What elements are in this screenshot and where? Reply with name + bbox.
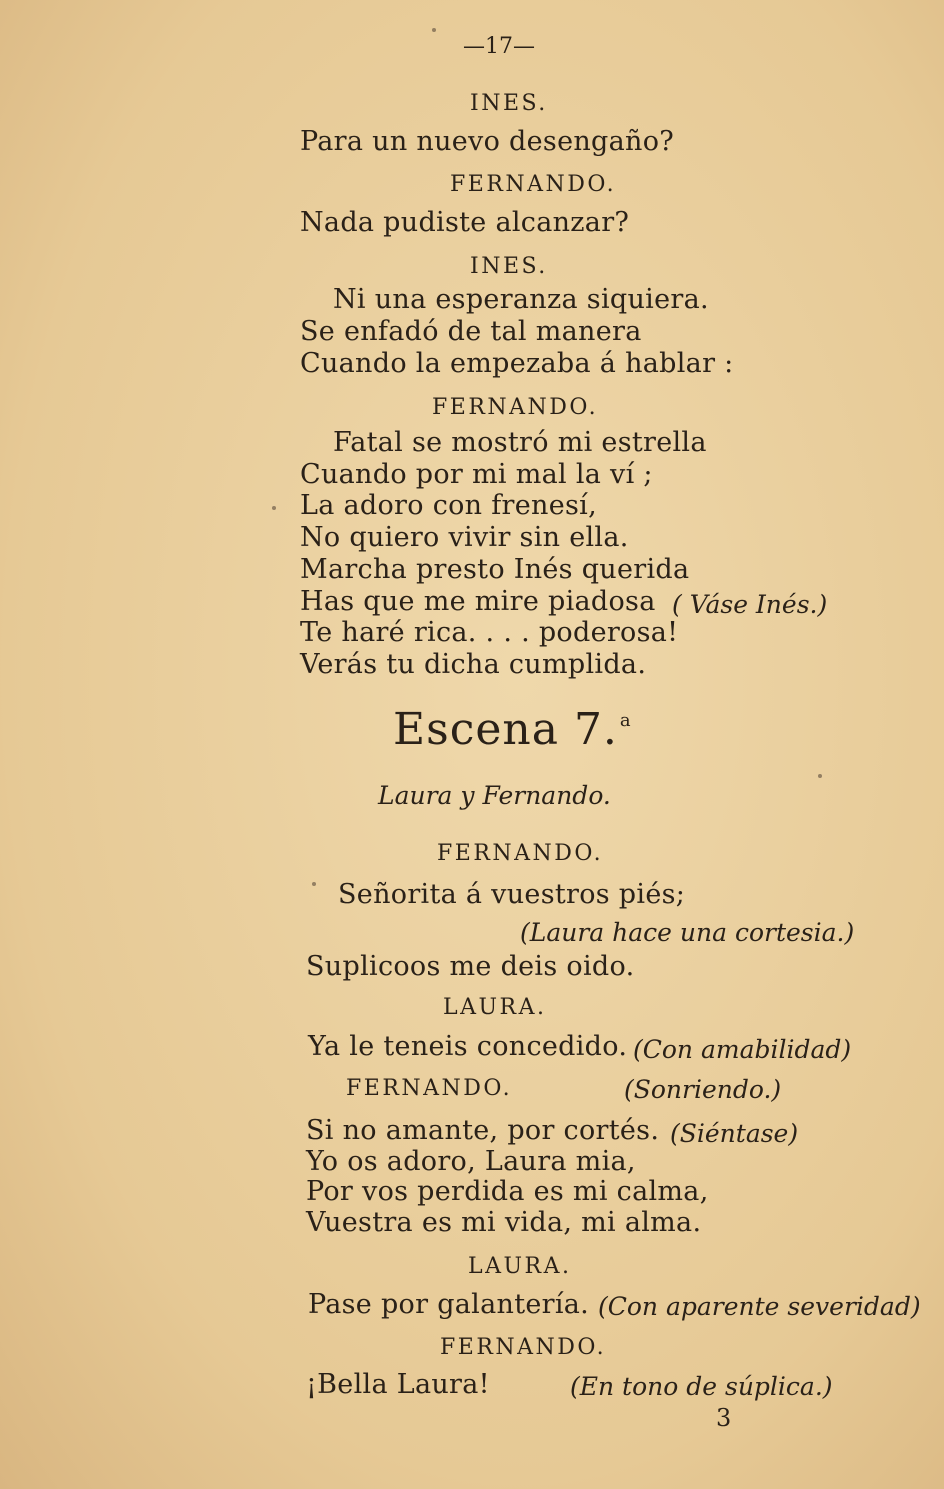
verse-line: Nada pudiste alcanzar? [300, 207, 630, 238]
stage-direction: (Con aparente severidad) [598, 1292, 921, 1321]
scene-characters: Laura y Fernando. [378, 781, 611, 810]
speaker-fernando: FERNANDO. [437, 841, 604, 866]
verse-line: Señorita á vuestros piés; [338, 879, 686, 910]
speaker-fernando: FERNANDO. [440, 1335, 607, 1360]
verse-line: Se enfadó de tal manera [300, 316, 642, 347]
verse-line: Has que me mire piadosa [300, 586, 656, 617]
speaker-fernando: FERNANDO. [450, 172, 617, 197]
scene-title-text: Escena 7. [393, 704, 618, 755]
verse-line: Verás tu dicha cumplida. [300, 649, 647, 680]
stage-direction: (En tono de súplica.) [570, 1372, 833, 1401]
speaker-laura: LAURA. [468, 1254, 572, 1279]
verse-line: Cuando por mi mal la ví ; [300, 459, 653, 490]
verse-line: Pase por galantería. [308, 1289, 590, 1320]
paper-speck [312, 882, 316, 886]
paper-speck [818, 774, 822, 778]
verse-line: Vuestra es mi vida, mi alma. [306, 1207, 702, 1238]
scene-title-sup: a [619, 710, 632, 731]
speaker-fernando: FERNANDO. [432, 395, 599, 420]
speaker-fernando: FERNANDO. [346, 1076, 513, 1101]
verse-line: Te haré rica. . . . poderosa! [300, 617, 679, 648]
page-number: —17— [463, 34, 535, 59]
stage-direction: (Sonriendo.) [624, 1075, 782, 1104]
verse-line: Cuando la empezaba á hablar : [300, 348, 734, 379]
signature-mark: 3 [716, 1404, 732, 1432]
verse-line: Ya le teneis concedido. [308, 1031, 628, 1062]
verse-line: La adoro con frenesí, [300, 490, 597, 521]
verse-line: Ni una esperanza siquiera. [333, 284, 709, 315]
stage-direction: ( Váse Inés.) [672, 590, 828, 619]
stage-direction: (Con amabilidad) [633, 1035, 852, 1064]
verse-line: Si no amante, por cortés. [306, 1115, 660, 1146]
verse-line: ¡Bella Laura! [306, 1369, 490, 1400]
verse-line: Para un nuevo desengaño? [300, 126, 675, 157]
speaker-ines: INES. [470, 254, 548, 279]
speaker-ines: INES. [470, 91, 548, 116]
verse-line: Marcha presto Inés querida [300, 554, 690, 585]
paper-speck [272, 506, 276, 510]
scene-title [393, 704, 632, 755]
stage-direction: (Laura hace una cortesia.) [520, 918, 855, 947]
paper-speck [432, 28, 436, 32]
verse-line: No quiero vivir sin ella. [300, 522, 629, 553]
speaker-laura: LAURA. [443, 995, 547, 1020]
verse-line: Fatal se mostró mi estrella [333, 427, 707, 458]
verse-line: Por vos perdida es mi calma, [306, 1176, 709, 1207]
stage-direction: (Siéntase) [670, 1119, 799, 1148]
verse-line: Suplicoos me deis oido. [306, 951, 635, 982]
verse-line: Yo os adoro, Laura mia, [306, 1146, 636, 1177]
